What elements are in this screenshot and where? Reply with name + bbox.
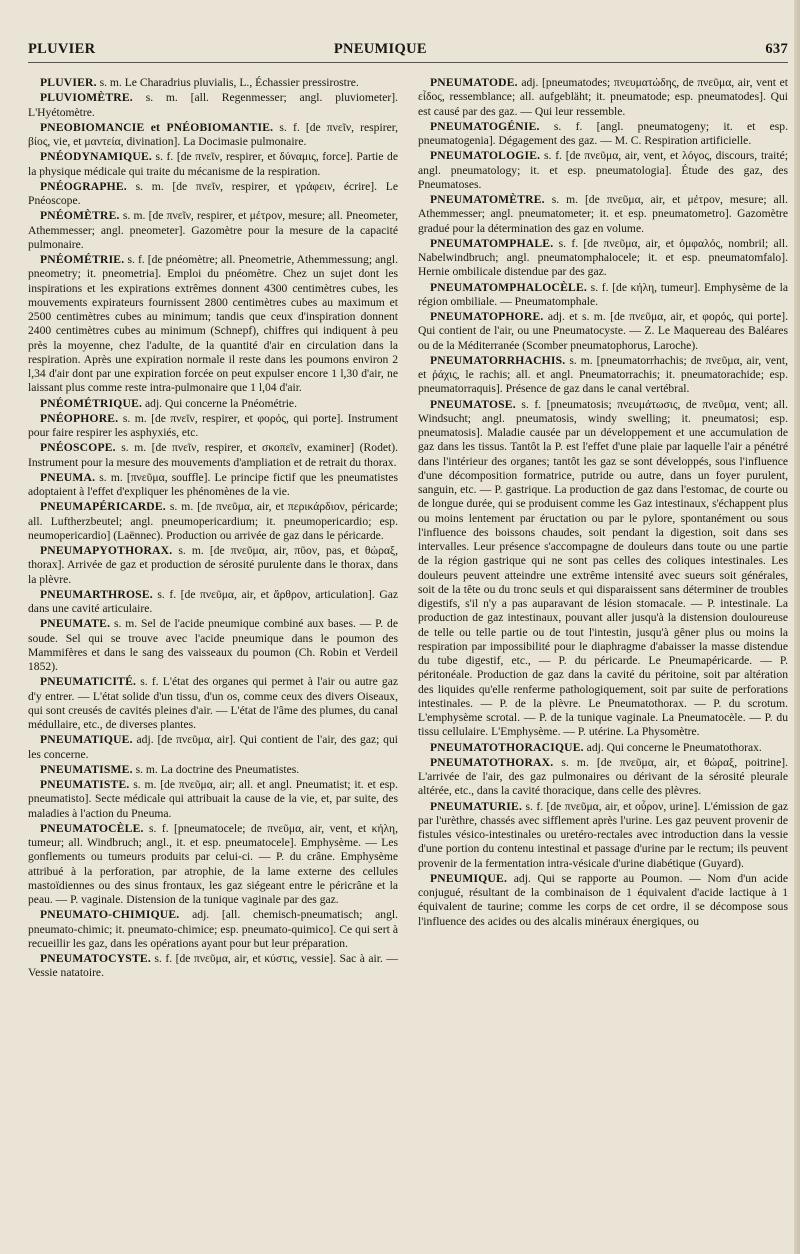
dictionary-entry [28,471,398,500]
running-head-center: PNEUMIQUE [333,41,427,57]
entry-definition: s. f. [de πνεῦμα, air, et κύστις, vessie]. Sac à air. — Vessie natatoire. [28,952,398,980]
entry-definition: s. f. [de πνεῖν, respirer, et δύναμις, force]. Partie de la physique médicale qui traite du mécanisme de la respiration. [28,150,398,178]
dictionary-entry [418,120,788,149]
entry-definition: s. m. [de πνεῖν, respirer, et φορός, qui porte]. Instrument pour faire respirer les asphyxiés, etc. [28,411,398,439]
dictionary-entry [418,800,788,871]
entry-headword: PNEUMATORRHACHIS. [430,353,566,367]
entry-headword: PNEUMATODE. [430,76,518,89]
entry-headword: PNEUMATISME. [40,762,133,776]
entry-definition: s. m. [de πνεῦμα, air, πῦον, pas, et θώραξ, thorax]. Arrivée de gaz et production de sérosité purulente dans le thorax, dans la plèvre. [28,544,398,586]
entry-headword: PNEUMATIQUE. [40,733,133,747]
entry-definition: s. m. [de πνεῦμα, air, et μέτρον, mesure; all. Athemmesser; angl. pneumatometer; it. et esp. pneumatometro]. Gazomètre gradué pour la détermination des gaz en volume. [418,193,788,235]
page-header [28,18,788,63]
entry-definition: s. m. [de πνεῖν, respirer, et σκοπεῖν, examiner] (Rodet). Instrument pour la mesure des mouvements d'ampliation et de retrait du thorax. [28,441,398,469]
entry-headword: PNEUMATICITÉ. [40,675,137,689]
entry-definition: s. m. [de πνεῖν, respirer, et γράφειν, écrire]. Le Pnéoscope. [28,179,398,207]
dictionary-entry [28,76,398,90]
entry-definition: adj. [all. chemisch-pneumatisch; angl. pneumato-chimic; it. pneumato-chimice; esp. pneumato-quimico]. Ce qui sert à recueillir les gaz, dans les opérations ayant pour but leur préparation. [28,908,398,950]
entry-definition: s. f. [de pnéomètre; all. Pneometrie, Athemmessung; angl. pneometry; it. pneometria]. Emploi du pnéomètre. Chez un sujet dont les inspirations et les expirations extrêmes donnent 4300 centimètres cubes, les mouvements expirateurs fournissent 2800 centimètres cubes au maximum et 2500 centimètres cubes au minimum; tandis que ceux d'inspiration donnent 2400 centimètres cubes au minimum (Schnepf), chiffres qui indiquent à peu près la moyenne, chez l'adulte, de la quantité d'air en circulation dans la respiration. Après une expiration normale il reste dans les poumons environ 2 l,34 d'air dont par une expiration forcée on peut expulser encore 1 l,30 d'air, ne laissant plus comme reste intra-pulmonaire que 1 l,04 d'air. [28,253,398,395]
dictionary-entry [28,412,398,441]
entry-headword: PNÉOMÉTRIQUE. [40,396,143,410]
dictionary-entry [28,544,398,587]
dictionary-entry [28,180,398,209]
entry-definition: s. m. Sel de l'acide pneumique combiné aux bases. — P. de soude. Sel qui se trouve avec l'acide pneumique dans le poumon des Mammifères et dans le sang des vaisseaux du poumon (Ch. Robin et Verdeil 1852). [28,617,398,673]
dictionary-entry [418,76,788,119]
entry-definition: adj. Qui se rapporte au Poumon. — Nom d'un acide conjugué, résultant de la combinaison de 1 équivalent d'acide lactique à 1 équivalent de taurine; comme les corps de cet ordre, il se décompose sous l'influence des acides ou des alcalis minéraux énergiques, ou [418,871,788,928]
entry-definition: s. f. [de πνεῖν, respirer, βίος, vie, et μαντεία, divination]. La Docimasie pulmonaire. [28,120,399,148]
dictionary-entry [28,822,398,908]
dictionary-entry [418,354,788,397]
entry-headword: PNÉODYNAMIQUE. [40,150,152,164]
entry-headword: PNEUMATOMPHALE. [430,236,554,250]
dictionary-entry [418,149,788,192]
dictionary-entry [418,237,788,280]
entry-headword: PNEUMATOTHORAX. [430,755,554,769]
entry-definition: s. m. [de πνεῦμα, air, et θώραξ, poitrine]. L'arrivée de l'air, des gaz pulmonaires ou dérivant de la sérosité pleurale altérée, etc., dans la cavité thoracique, dans celle des plèvres. [418,755,788,798]
dictionary-entry [28,209,398,252]
dictionary-entry [28,763,398,777]
right-column [418,76,788,982]
entry-headword: PNEUMATURIE. [430,799,523,813]
entry-definition: adj. [pneumatodes; πνευματώδης, de πνεῦμα, air, vent et εἶδος, ressemblance; all. aufgebläht; it. pneumatode; esp. pneumatodes]. Qui est causé par des gaz. — Qui leur ressemble. [418,76,788,118]
entry-headword: PNEUMIQUE. [430,871,508,885]
dictionary-entry [28,617,398,674]
entry-definition: s. f. [de πνεῦμα, air, et ἄρθρον, articulation]. Gaz dans une cavité articulaire. [28,587,398,615]
entry-definition: adj. et s. m. [de πνεῦμα, air, et φορός, qui porte]. Qui contient de l'air, ou une Pneumatocyste. — Z. Le Maquereau des Baléares ou de la Méditerranée (Scomber pneumatophorus, Laroche). [418,310,788,352]
entry-headword: PNÉOSCOPE. [40,441,116,455]
entry-definition: s. f. [de πνεῦμα, air, vent, et λόγος, discours, traité; angl. pneumatology; it. et esp. pneumatologia]. Étude des gaz, des Pneumatoses. [418,149,788,191]
entry-definition: s. m. Le Charadrius pluvialis, L., Échassier pressirostre. [96,76,359,89]
dictionary-entry [418,741,788,755]
entry-headword: PNEUMATOMPHALOCÈLE. [430,280,587,294]
dictionary-entry [28,441,398,470]
entry-definition: adj. [de πνεῦμα, air]. Qui contient de l'air, des gaz; qui les concerne. [28,733,398,761]
entry-headword: PNEUMAPYOTHORAX. [40,544,173,557]
entry-headword: PNEOBIOMANCIE et PNÉOBIOMANTIE. [40,120,274,134]
entry-headword: PNÉOGRAPHE. [40,179,127,193]
entry-headword: PNÉOPHORE. [40,411,119,425]
entry-headword: PNEUMATOLOGIE. [430,149,541,163]
entry-headword: PNÉOMÈTRE. [40,209,120,223]
dictionary-entry [418,398,788,740]
left-column [28,76,398,982]
entry-definition: adj. Qui concerne le Pneumatothorax. [583,740,762,754]
entry-headword: PLUVIER. [40,76,97,89]
entry-headword: PNEUMATISTE. [40,778,130,791]
dictionary-entry [418,281,788,310]
entry-definition: s. f. [pneumatocele; de πνεῦμα, air, vent, et κήλη, tumeur; all. Windbruch; angl., it. et esp. pneumatocele]. Emphysème. — Les gonflements ou tumeurs produits par celui-ci. — P. du crâne. Emphysème attribué à la perforation, par atrophie, de la lame externe des cellules mastoïdiennes ou des sinus frontaux, les gaz siégeant entre le péricrâne et la peau. — P. vaginale. Distension de la tunique vaginale par des gaz. [28,821,398,906]
entry-definition: s. f. [de πνεῦμα, air, et οὖρον, urine]. L'émission de gaz par l'urèthre, chassés avec sifflement après l'urine. Les gaz peuvent provenir de fistules vésico-intestinales ou uretéro-rectales avec introduction dans la vessie d'une portion du contenu intestinal et passage d'urine par le rectum; ils peuvent provenir de la fermentation intra-vésicale d'urine diabétique (Guyard). [418,799,788,870]
dictionary-entry [28,778,398,821]
entry-headword: PNEUMATOPHORE. [430,310,544,323]
dictionary-entry [28,121,398,150]
entry-headword: PNEUMATOSE. [430,397,516,411]
dictionary-entry [28,397,398,411]
entry-headword: PLUVIOMÈTRE. [40,91,133,105]
entry-definition: s. m. [πνεῦμα, souffle]. Le principe fictif que les pneumatistes adoptaient à l'effet d'expliquer les phénomènes de la vie. [28,470,398,498]
entry-definition: s. m. [pneumatorrhachis; de πνεῦμα, air, vent, et ῥάχις, le rachis; all. et angl. Pneumatorrachis; it. pneumatorachide; esp. pneumatorraquis]. Présence de gaz dans le canal vertébral. [418,353,788,396]
entry-headword: PNEUMATO-CHIMIQUE. [40,908,180,922]
entry-headword: PNEUMA. [40,470,96,484]
dictionary-entry [28,91,398,120]
dictionary-entry [28,908,398,951]
dictionary-entry [28,733,398,762]
entry-headword: PNEUMATOGÉNIE. [430,119,540,133]
entry-headword: PNEUMATOMÈTRE. [430,193,545,206]
dictionary-entry [418,872,788,929]
entry-headword: PNEUMATE. [40,617,111,631]
entry-definition: s. f. [de κήλη, tumeur]. Emphysème de la région ombiliale. — Pneumatomphale. [418,280,788,308]
dictionary-entry [418,193,788,236]
entry-headword: PNEUMATOCÈLE. [40,821,144,835]
entry-headword: PNEUMARTHROSE. [40,587,153,601]
dictionary-entry [28,952,398,981]
entry-headword: PNÉOMÉTRIE. [40,253,125,266]
entry-definition: s. m. [de πνεῖν, respirer, et μέτρον, mesure; all. Pneometer, Athemmesser; angl. pneometer]. Gazomètre pour la mesure de la capacité pulmonaire. [28,209,398,251]
dictionary-entry [28,588,398,617]
dictionary-entry [418,310,788,353]
dictionary-entry [28,150,398,179]
dictionary-entry [28,675,398,732]
dictionary-entry [28,500,398,543]
page-number: 637 [765,41,788,57]
entry-definition: s. f. [de πνεῦμα, air, et ὀμφαλός, nombril; all. Nabelwindbruch; angl. pneumatomphalocele; it. et esp. pneumatomfalo]. Hernie ombilicale distendue par des gaz. [418,236,788,279]
entry-definition: s. f. L'état des organes qui permet à l'air ou autre gaz d'y entrer. — L'état solide d'un tissu, d'un os, comme ceux des divers Oiseaux, qui sont creusés de cavités pleines d'air. — L'état de l'âme des plumes, du canal médullaire, etc., de diverses plantes. [28,675,398,731]
dictionary-entry [418,756,788,799]
entry-headword: PNEUMATOCYSTE. [40,952,151,965]
page-edge-shadow [794,0,800,1254]
entry-headword: PNEUMATOTHORACIQUE. [430,740,584,754]
entry-definition: s. m. La doctrine des Pneumatistes. [132,762,300,776]
running-head-left: PLUVIER [28,41,96,57]
entry-definition: s. m. [de πνεῦμα, air; all. et angl. Pneumatist; it. et esp. pneumatisto]. Secte médicale qui attribuait la cause de la vie, et, par suite, des maladies à l'action du Pneuma. [28,778,398,820]
text-columns [28,76,788,982]
dictionary-entry [28,253,398,396]
entry-definition: s. m. [all. Regenmesser; angl. pluviometer]. L'Hyétomètre. [28,91,398,119]
entry-definition: s. f. [angl. pneumatogeny; it. et esp. pneumatogenia]. Dégagement des gaz. — M. C. Respiration artificielle. [418,119,788,147]
entry-definition: s. f. [pneumatosis; πνευμάτωσις, de πνεῦμα, vent; all. Windsucht; angl. pneumatosis, windy swelling; it. pneumatosi; esp. pneumatosis]. Maladie causée par un développement et une accumulation de gaz dans les tissus. Tantôt la P. est l'effet d'une plaie par laquelle l'air a pénétré dans l'intérieur des organes; tantôt les gaz se sont développés, sous l'influence d'une décomposition formatrice, putride ou autre, dans un foyer purulent, sanguin, etc. — P. gastrique. La production de gaz dans l'estomac, de courte ou de longue durée, qui se produisent comme les Gaz intestinaux, s'échappent plus ou moins lentement par éructation ou par le pylore, spontanément ou sous l'influence des boissons chaudes, soit pendant la digestion, soit dans ses intervalles. Leur présence s'accompagne de douleurs dans toute ou une partie de la région gastrique qui ne sont pas celles des coliques intestinales. Les douleurs peuvent atteindre une extrême intensité avec sueurs soit générales, soit de la tête ou du tronc seuls et qui disparaissent sans déterminer de troubles digestifs, s'il n'y a pas auparavant de lésion stomacale. — P. intestinale. La production de gaz intestinaux, pouvant aller jusqu'à la distension douloureuse de telle ou telle partie ou de tout l'intestin, jusqu'à gêner plus ou moins la respiration par impossibilité pour le diaphragme d'abaisser la masse distendue du tube digestif, etc., — P. du péricarde. Le Pneumapéricarde. — P. péritonéale. Production de gaz dans la cavité du péritoine, soit par altération des liquides qu'elle renferme pathologiquement, soit par suite de perforations intestinales. — P. de la plèvre. Le Pneumatothorax. — P. du scrotum. L'emphysème scrotal. — P. de la tunique vaginale. La Pneumatocèle. — P. du tissu cellulaire. L'Emphysème. — P. utérine. La Physomètre. [418,397,788,739]
entry-definition: s. m. [de πνεῦμα, air, et περικάρδιον, péricarde; all. Luftherzbeutel; angl. pneumopericardium; it. pneumopericardio; esp. neumopericardio] (Laënnec). Production ou arrivée de gaz dans le péricarde. [28,500,398,542]
entry-headword: PNEUMAPÉRICARDE. [40,500,166,514]
entry-definition: adj. Qui concerne la Pnéométrie. [142,396,297,410]
